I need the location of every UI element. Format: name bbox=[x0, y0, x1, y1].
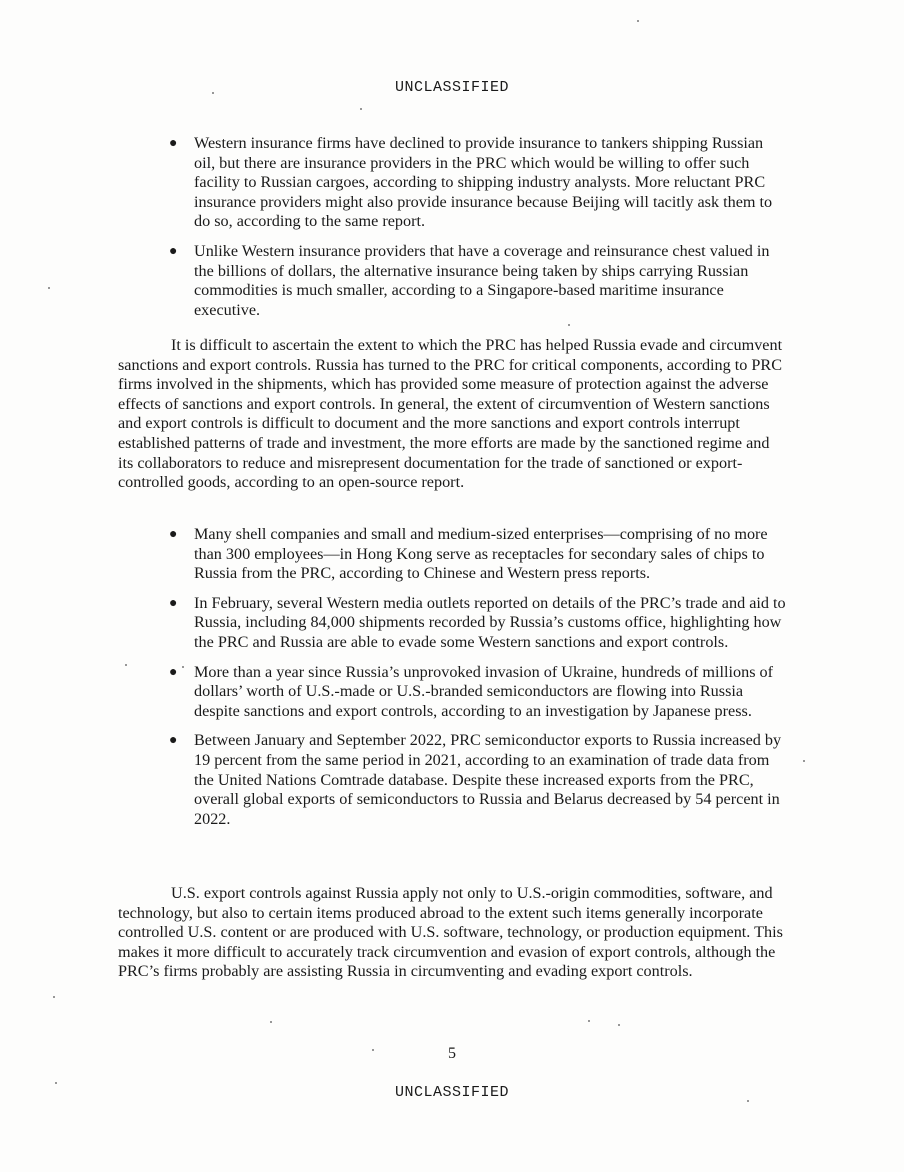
scan-speck bbox=[637, 20, 639, 22]
classification-header: UNCLASSIFIED bbox=[394, 79, 510, 96]
list-item bbox=[166, 525, 786, 584]
bullet-text: In February, several Western media outlets reported on details of the PRC’s trade and aid to Russia, including 84,000 shipments recorded by Russia’s customs office, highlighting how the PRC and Russia are able to evade some Western sanctions and export controls. bbox=[194, 593, 786, 651]
scan-speck bbox=[568, 324, 570, 326]
paragraph-export-controls: U.S. export controls against Russia apply not only to U.S.-origin commodities, software, and technology, but also to certain items produced abroad to the extent such items generally incorporate controlled U.S. content or are produced with U.S. software, technology, or production equipment. This makes it more difficult to accurately track circumvention and evasion of export controls, although the PRC’s firms probably are assisting Russia in circumventing and evading export controls. bbox=[118, 884, 783, 981]
scan-speck bbox=[803, 760, 805, 762]
bullet-list-semiconductors bbox=[166, 525, 786, 839]
scan-speck bbox=[270, 1021, 272, 1023]
bullet-text: Many shell companies and small and medium-sized enterprises—comprising of no more than 300 employees—in Hong Kong serve as receptacles for secondary sales of chips to Russia from the PRC, according to Chinese and Western press reports. bbox=[194, 525, 768, 583]
scan-speck bbox=[53, 996, 55, 998]
scan-speck bbox=[588, 1020, 590, 1022]
scan-speck bbox=[125, 664, 127, 666]
bullet-list-insurance bbox=[166, 134, 786, 330]
bullet-icon: ● bbox=[169, 733, 178, 749]
scan-speck bbox=[55, 1082, 57, 1084]
bullet-text: Western insurance firms have declined to provide insurance to tankers shipping Russian oil, but there are insurance providers in the PRC which would be willing to offer such facility to Russian cargoes, according to shipping industry analysts. More reluctant PRC insurance providers might also provide insurance because Beijing will tacitly ask them to do so, according to the same report. bbox=[194, 134, 773, 231]
bullet-text: Between January and September 2022, PRC semiconductor exports to Russia increased by 19 percent from the same period in 2021, according to an examination of trade data from the United Nations Comtrade database. Despite these increased exports from the PRC, overall global exports of semiconductors to Russia and Belarus decreased by 54 percent in 2022. bbox=[194, 731, 782, 828]
bullet-icon: ● bbox=[169, 527, 178, 542]
bullet-text: More than a year since Russia’s unprovoked invasion of Ukraine, hundreds of millions of dollars’ worth of U.S.-made or U.S.-branded semiconductors are flowing into Russia despite sanctions and export controls, according to an investigation by Japanese press. bbox=[194, 662, 774, 720]
scan-speck bbox=[747, 1100, 749, 1102]
list-item bbox=[166, 663, 786, 722]
scan-speck bbox=[212, 92, 214, 94]
list-item bbox=[166, 731, 786, 829]
scan-speck bbox=[360, 108, 362, 110]
scan-speck bbox=[48, 287, 50, 289]
list-item bbox=[166, 134, 786, 232]
bullet-icon: ● bbox=[169, 595, 178, 611]
bullet-icon: ● bbox=[169, 243, 178, 259]
bullet-icon: ● bbox=[169, 664, 178, 680]
scan-speck bbox=[372, 1049, 374, 1051]
scan-speck bbox=[182, 666, 184, 668]
list-item bbox=[166, 242, 786, 320]
scan-speck bbox=[618, 1024, 620, 1026]
classification-footer: UNCLASSIFIED bbox=[394, 1084, 510, 1101]
bullet-icon: ● bbox=[169, 136, 178, 151]
page-number: 5 bbox=[448, 1045, 456, 1062]
list-item bbox=[166, 594, 786, 653]
bullet-text: Unlike Western insurance providers that have a coverage and reinsurance chest valued in the billions of dollars, the alternative insurance being taken by ships carrying Russian commodities is much smaller, according to a Singapore-based maritime insurance executive. bbox=[194, 241, 770, 319]
paragraph-circumvention: It is difficult to ascertain the extent to which the PRC has helped Russia evade and circumvent sanctions and export controls. Russia has turned to the PRC for critical components, according to PRC firms involved in the shipments, which has provided some measure of protection against the adverse effects of sanctions and export controls. In general, the extent of circumvention of Western sanctions and export controls is difficult to document and the more sanctions and export controls interrupt established patterns of trade and investment, the more efforts are made by the sanctioned regime and its collaborators to reduce and misrepresent documentation for the trade of sanctioned or export-controlled goods, according to an open-source report. bbox=[118, 336, 783, 492]
